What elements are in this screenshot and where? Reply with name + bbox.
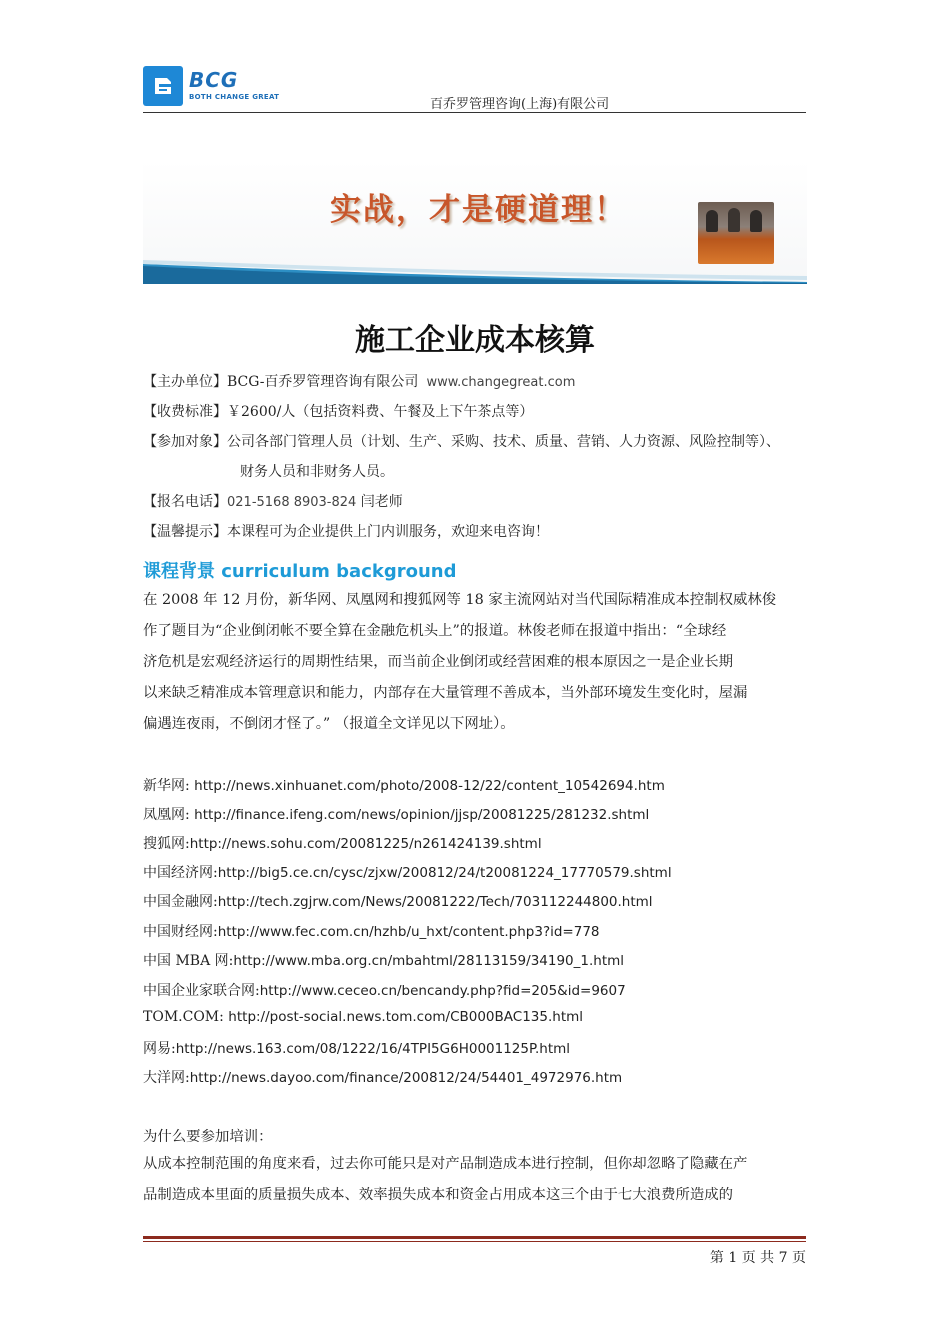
paragraph-line: 作了题目为“企业倒闭帐不要全算在金融危机头上”的报道。林俊老师在报道中指出：“全球经	[143, 623, 727, 639]
organizer-row	[143, 371, 575, 391]
list-item: 中国 MBA 网:http://www.mba.org.cn/mbahtml/28113159/34190_1.html	[143, 953, 625, 969]
paragraph-line: 济危机是宏观经济运行的周期性结果，而当前企业倒闭或经营困难的根本原因之一是企业长期	[143, 654, 734, 670]
logo-mark-icon	[143, 66, 183, 106]
news-link[interactable]: http://post-social.news.tom.com/CB000BAC135.html	[228, 1009, 584, 1025]
list-item: 中国经济网:http://big5.ce.cn/cysc/zjxw/200812/24/t20081224_17770579.shtml	[143, 865, 672, 881]
list-item: 凤凰网: http://finance.ifeng.com/news/opinion/jjsp/20081225/281232.shtml	[143, 807, 650, 823]
audience-row	[143, 431, 780, 451]
organizer-label: 【主办单位】	[143, 374, 227, 390]
logo-text: BCG	[189, 68, 239, 92]
paragraph-line: 品制造成本里面的质量损失成本、效率损失成本和资金占用成本这三个由于七大浪费所造成的	[143, 1187, 734, 1203]
paragraph-line: 偏遇连夜雨，不倒闭才怪了。” （报道全文详见以下网址）。	[143, 716, 515, 732]
banner	[143, 160, 807, 284]
audience-value: 公司各部门管理人员（计划、生产、采购、技术、质量、营销、人力资源、风险控制等）、	[227, 434, 780, 450]
list-item: 网易:http://news.163.com/08/1222/16/4TPI5G6H0001125P.html	[143, 1041, 571, 1057]
news-link[interactable]: http://www.fec.com.cn/hzhb/u_hxt/content.php3?id=778	[217, 924, 600, 940]
tip-row	[143, 521, 549, 541]
bcg-logo	[143, 66, 283, 108]
news-link[interactable]: http://news.xinhuanet.com/photo/2008-12/22/content_10542694.htm	[194, 778, 665, 794]
news-link[interactable]: http://tech.zgjrw.com/News/20081222/Tech/703112244800.html	[217, 894, 653, 910]
news-link[interactable]: http://news.dayoo.com/finance/200812/24/54401_4972976.htm	[189, 1070, 623, 1086]
logo-subtext: BOTH CHANGE GREAT	[189, 93, 280, 101]
news-link[interactable]: http://news.163.com/08/1222/16/4TPI5G6H0001125P.html	[175, 1041, 571, 1057]
footer-divider	[143, 1236, 806, 1239]
section-heading: 课程背景 curriculum background	[143, 561, 457, 582]
phone-number: 021-5168 8903-824	[227, 495, 357, 510]
header-company-name: 百乔罗管理咨询(上海)有限公司	[430, 97, 610, 112]
news-link[interactable]: http://www.ceceo.cn/bencandy.php?fid=205&id=9607	[259, 983, 626, 999]
audience-value-continued: 财务人员和非财务人员。	[240, 464, 394, 480]
phone-label: 【报名电话】	[143, 494, 227, 510]
news-link[interactable]: http://www.mba.org.cn/mbahtml/28113159/34190_1.html	[233, 953, 625, 969]
list-item: 新华网: http://news.xinhuanet.com/photo/2008-12/22/content_10542694.htm	[143, 778, 665, 794]
news-link[interactable]: http://news.sohu.com/20081225/n261424139.shtml	[189, 836, 542, 852]
list-item: 搜狐网:http://news.sohu.com/20081225/n261424139.shtml	[143, 836, 542, 852]
phone-row	[143, 491, 403, 511]
fee-label: 【收费标准】	[143, 404, 227, 420]
footer-divider-thin	[143, 1241, 806, 1242]
paragraph-line: 在 2008 年 12 月份，新华网、凤凰网和搜狐网等 18 家主流网站对当代国际精准成本控制权威林俊	[143, 592, 777, 608]
banner-wave-decoration	[143, 256, 807, 284]
organizer-website-link[interactable]: www.changegreat.com	[426, 375, 576, 390]
why-attend-paragraph	[143, 1149, 807, 1211]
list-item: 大洋网:http://news.dayoo.com/finance/200812/24/54401_4972976.htm	[143, 1070, 623, 1086]
list-item: 中国财经网:http://www.fec.com.cn/hzhb/u_hxt/content.php3?id=778	[143, 924, 600, 940]
audience-label: 【参加对象】	[143, 434, 227, 450]
why-attend-title: 为什么要参加培训：	[143, 1129, 273, 1145]
organizer-value: BCG-百乔罗管理咨询有限公司	[227, 374, 419, 390]
meeting-photo	[698, 202, 774, 264]
tip-value: 本课程可为企业提供上门内训服务，欢迎来电咨询！	[227, 524, 549, 540]
list-item: 中国企业家联合网:http://www.ceceo.cn/bencandy.php?fid=205&id=9607	[143, 983, 626, 999]
banner-slogan: 实战，才是硬道理！	[330, 192, 627, 228]
course-title: 施工企业成本核算	[355, 323, 595, 358]
paragraph-line: 从成本控制范围的角度来看，过去你可能只是对产品制造成本进行控制，但你却忽略了隐藏在产	[143, 1156, 748, 1172]
fee-value: ￥2600/人（包括资料费、午餐及上下午茶点等）	[227, 404, 534, 420]
tip-label: 【温馨提示】	[143, 524, 227, 540]
news-link[interactable]: http://finance.ifeng.com/news/opinion/jjsp/20081225/281232.shtml	[194, 807, 650, 823]
news-link[interactable]: http://big5.ce.cn/cysc/zjxw/200812/24/t20081224_17770579.shtml	[217, 865, 672, 881]
phone-contact: 闫老师	[360, 494, 403, 510]
header-divider	[143, 112, 806, 113]
list-item: 中国金融网:http://tech.zgjrw.com/News/20081222/Tech/703112244800.html	[143, 894, 653, 910]
fee-row	[143, 401, 533, 421]
list-item: TOM.COM: http://post-social.news.tom.com/CB000BAC135.html	[143, 1009, 584, 1025]
paragraph-line: 以来缺乏精准成本管理意识和能力，内部存在大量管理不善成本，当外部环境发生变化时，屋漏	[143, 685, 748, 701]
page-number: 第 1 页 共 7 页	[709, 1250, 806, 1266]
background-paragraph	[143, 585, 807, 740]
